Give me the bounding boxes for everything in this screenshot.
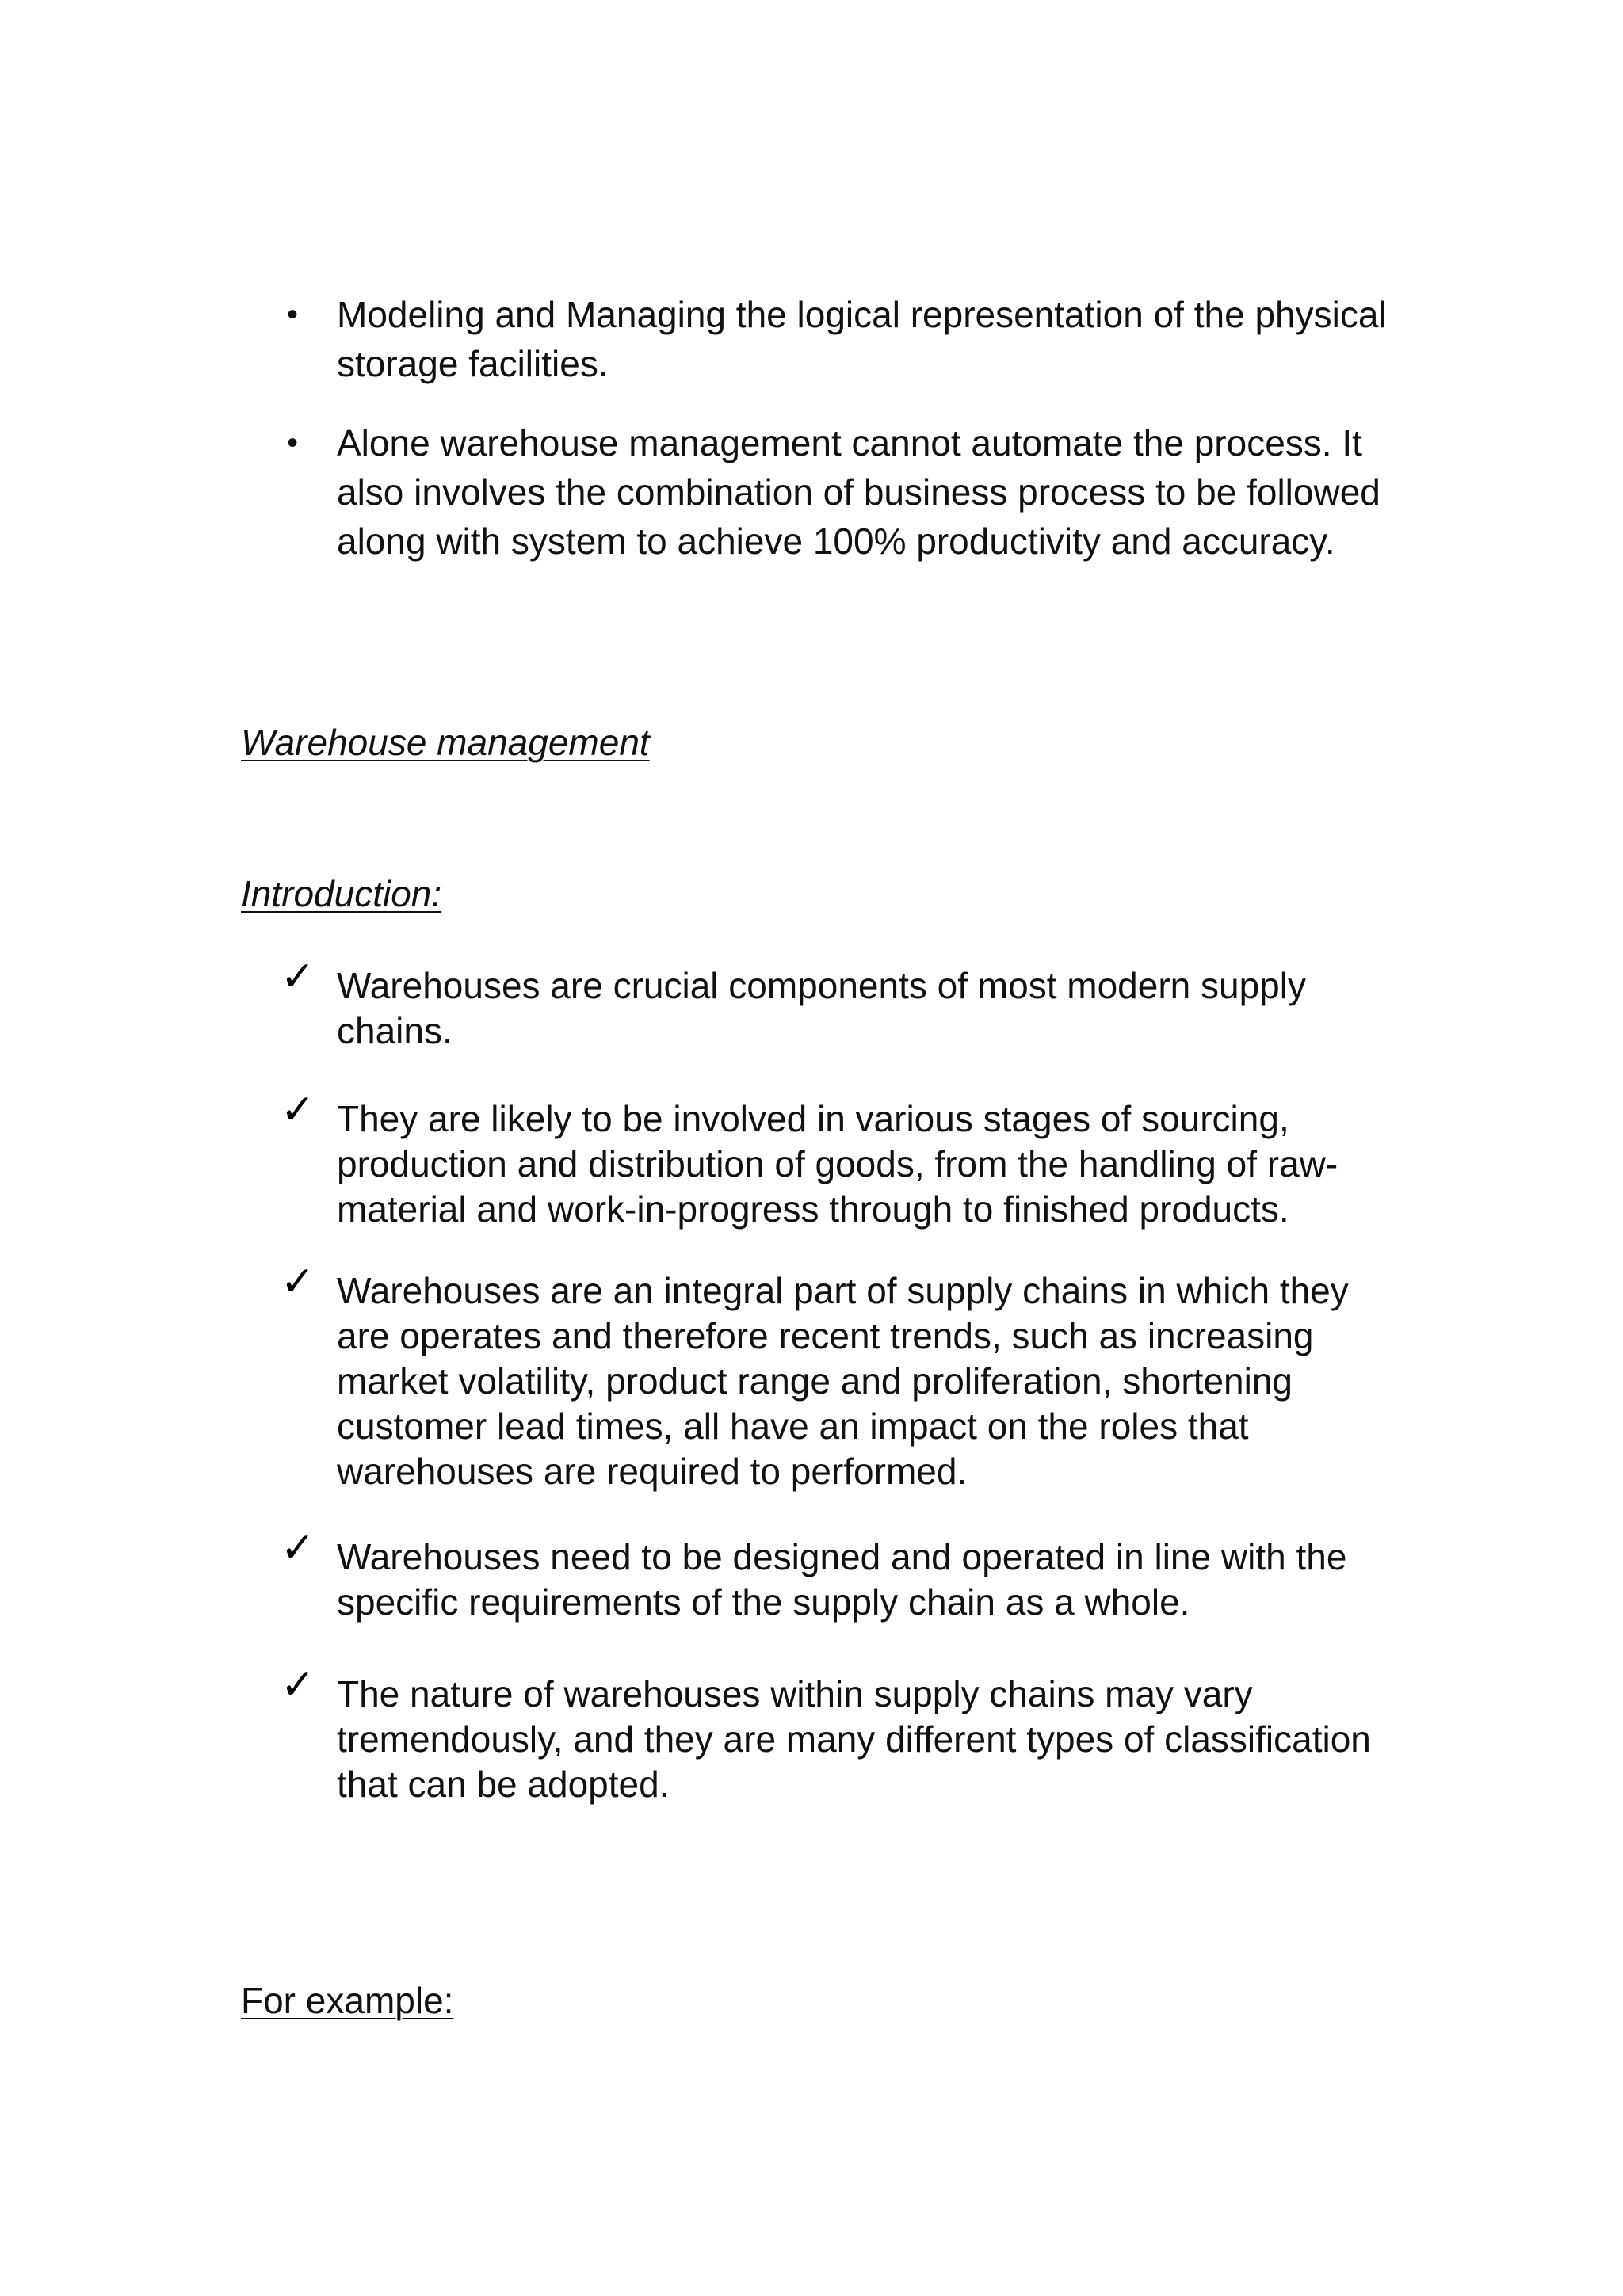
checkmark-icon: ✓ — [281, 1524, 315, 1572]
example-heading: For example: — [241, 1980, 454, 2021]
check-text: Warehouses need to be designed and operated in line with the specific requirements of the supply chain as a whole. — [337, 1536, 1347, 1623]
checkmark-icon: ✓ — [281, 1661, 315, 1709]
checkmark-icon: ✓ — [281, 1258, 315, 1306]
intro-heading: Introduction: — [241, 873, 442, 914]
check-text: They are likely to be involved in various stages of sourcing, production and distribution of goods, from the handling of raw-material and work-in-progress through to finished products. — [337, 1098, 1338, 1230]
section-title: Warehouse management — [241, 722, 650, 763]
check-text: Warehouses are an integral part of supply chains in which they are operates and therefore recent trends, such as increasing market volatility, product range and proliferation, shortening customer lead times, all have an impact on the roles that warehouses are required to performed. — [337, 1270, 1349, 1492]
bullet-dot-icon: • — [287, 425, 299, 460]
bullet-text: Alone warehouse management cannot automate the process. It also involves the combination of business process to be followed along with system to achieve 100% productivity and accuracy. — [337, 422, 1381, 562]
checkmark-icon: ✓ — [281, 1086, 315, 1134]
bullet-text: Modeling and Managing the logical representation of the physical storage facilities. — [337, 294, 1387, 384]
bullet-dot-icon: • — [287, 297, 299, 332]
checkmark-icon: ✓ — [281, 953, 315, 1001]
check-text: Warehouses are crucial components of most modern supply chains. — [337, 965, 1306, 1051]
check-text: The nature of warehouses within supply chains may vary tremendously, and they are many different types of classification that can be adopted. — [337, 1673, 1371, 1805]
